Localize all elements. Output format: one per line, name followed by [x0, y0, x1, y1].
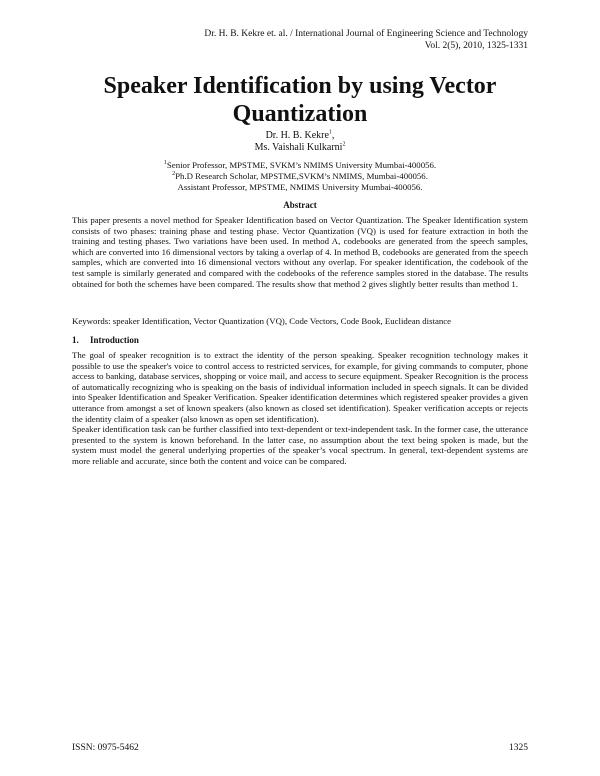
paper-title: [70, 72, 530, 128]
introduction-body: [72, 350, 528, 467]
keywords: Keywords: speaker Identification, Vector Quantization (VQ), Code Vectors, Code Book, Euclidean distance: [72, 316, 452, 326]
affiliation-list: [70, 160, 530, 193]
section-number: 1.: [72, 335, 79, 345]
author-1-sup: 1: [328, 129, 332, 136]
footer-page-number: 1325: [509, 743, 528, 753]
author-1-name: Dr. H. B. Kekre: [265, 130, 329, 141]
paragraph: Speaker identification task can be further classified into text-dependent or text-independent task. In the former case, the utterance presented to the system is known beforehand. In the latter case, no assumption about the text being spoken is made, but the system must model the general underlying properties of the speaker’s vocal spectrum. In general, text-dependent systems are more reliable and accurate, since both the content and voice can be compared.: [72, 424, 528, 466]
affiliation-1-text: Senior Professor, MPSTME, SVKM’s NMIMS University Mumbai-400056.: [166, 160, 437, 170]
author-2-name: Ms. Vaishali Kulkarni: [254, 142, 343, 153]
paragraph: The goal of speaker recognition is to extract the identity of the person speaking. Speaker recognition technology makes it possible to use the speaker's voice to control access to restricted services, for example, for giving commands to computer, phone access to banking, database services, shopping or voice mail, and access to secure equipment. Speaker Recognition is the process of automatically recognizing who is speaking on the basis of individual information included in speech signals. It can be divided into Speaker Identification and Speaker Verification. Speaker identification determines which registered speaker provides a given utterance from amongst a set of known speakers (also known as closed set identification). Speaker verification accepts or rejects the identity claim of a speaker (also known as open set identification).: [72, 350, 528, 424]
affiliation-3-text: Assistant Professor, MPSTME, NMIMS University Mumbai-400056.: [177, 182, 423, 192]
affiliation-2-text: Ph.D Research Scholar, MPSTME,SVKM’s NMIMS, Mumbai-400056.: [175, 171, 428, 181]
footer-issn: ISSN: 0975-5462: [72, 743, 139, 753]
section-heading-introduction: [72, 335, 528, 346]
header-journal-line: Dr. H. B. Kekre et. al. / International Journal of Engineering Science and Technology: [204, 29, 528, 39]
author-2: [70, 142, 530, 154]
abstract-heading: Abstract: [283, 200, 317, 210]
header-volume-line: Vol. 2(5), 2010, 1325-1331: [424, 41, 528, 51]
section-title: Introduction: [90, 335, 139, 345]
affiliation-2-sup: 2: [172, 171, 176, 178]
title-line-1: Speaker Identification by using Vector: [103, 73, 497, 99]
affiliation-1: [70, 160, 530, 171]
author-2-sup: 2: [342, 141, 346, 148]
author-list: [70, 130, 530, 154]
abstract-text: This paper presents a novel method for Speaker Identification based on Vector Quantization. The Speaker Identification system consists of two phases: training phase and testing phase. Vector Quantization (VQ) is used for feature extraction in both the training and testing phases. Two variations have been used. In method A, codebooks are generated from the speech samples, which are converted into 16 dimensional vectors by taking a overlap of 4. In method B, codebooks are generated from the speech samples, which are converted into 16 dimensional vectors without any overlap. For speaker identification, the codebook of the test sample is similarly generated and compared with the codebooks of the reference samples stored in the database. The results obtained for both the schemes have been compared. The results show that method 2 gives slightly better results than method 1.: [72, 215, 528, 289]
affiliation-3: [70, 182, 530, 193]
author-1-suffix: ,: [331, 130, 335, 141]
running-header: [108, 28, 528, 52]
affiliation-2: [70, 171, 530, 182]
author-1: [70, 130, 530, 142]
title-line-2: Quantization: [232, 101, 368, 127]
affiliation-1-sup: 1: [163, 160, 167, 167]
